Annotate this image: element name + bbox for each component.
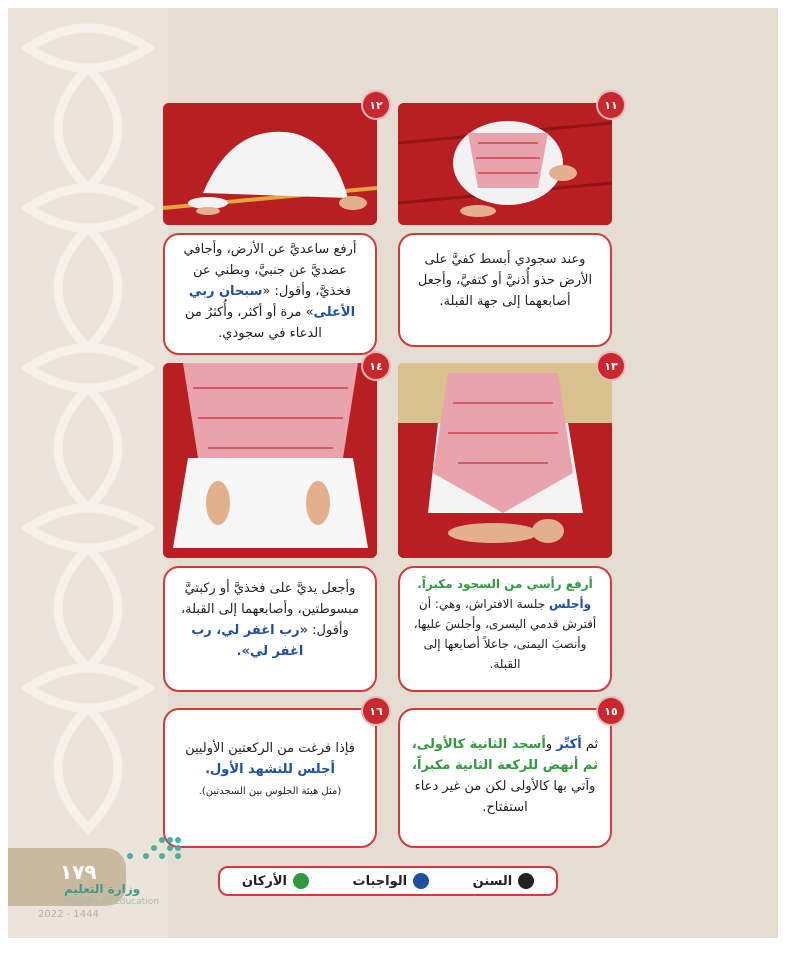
- step-number-14: ١٤: [363, 353, 389, 379]
- legend-sunan-label: السنن: [472, 873, 513, 889]
- legend-wajibat: [353, 873, 430, 889]
- step-11-card: [398, 233, 612, 347]
- step-number-16: ١٦: [363, 698, 389, 724]
- photo-sujood-front: [398, 103, 612, 225]
- step-12-text-a: أرفع ساعديَّ عن الأرض، وأجافي عضديَّ عن جنبيَّ، وبطني عن فخذيَّ، وأقول: «: [183, 242, 357, 299]
- photo-julus-back: [398, 363, 612, 558]
- blue-dot-icon: [413, 873, 429, 889]
- step-number-13: ١٣: [598, 353, 624, 379]
- step-12-card: [163, 233, 377, 355]
- ministry-logo-dots: [108, 834, 188, 862]
- step-16-tashahhud: أجلس للتشهد الأول.: [205, 762, 335, 777]
- black-dot-icon: [518, 873, 534, 889]
- step-16-note: (مثل هيئة الجلوس بين السجدتين).: [198, 786, 342, 797]
- step-15-text-a: ثم: [581, 737, 599, 752]
- step-12-tasbih: سبحان ربي الأعلى: [188, 284, 356, 320]
- legend-sunan: [473, 873, 535, 889]
- step-13-blue: وأجلس: [549, 597, 592, 611]
- page: [8, 8, 778, 938]
- arabesque-ornament: [8, 8, 168, 938]
- page-number: ١٧٩: [60, 860, 97, 884]
- step-12-text-b: » مرة أو أكثر، وأُكثرُ من الدعاء في سجودي.: [184, 305, 322, 341]
- legend-wajibat-label: الواجبات: [352, 873, 408, 889]
- step-number-12: ١٢: [363, 92, 389, 118]
- step-14-dua: «رب اغفر لي، رب اغفر لي».: [191, 623, 309, 659]
- edition-year: 2022 - 1444: [38, 909, 99, 920]
- ministry-name-en: Ministry of Education: [64, 897, 159, 907]
- photo-sujood-side: [163, 103, 377, 225]
- step-15-green: أسجد الثانية كالأولى، ثم أنهض للركعة الثانية مكبراً،: [411, 737, 598, 773]
- ministry-name: وزارة التعليم: [64, 882, 141, 896]
- step-11-text: وعند سجودي أبسط كفيَّ على الأرض حذو أُذنيَّ أو كتفيَّ، وأجعل أصابعهما إلى جهة القبلة.: [417, 252, 593, 309]
- step-15-text-b: و: [545, 737, 557, 752]
- step-15-takbir: أكبِّر: [556, 737, 582, 752]
- step-number-11: ١١: [598, 92, 624, 118]
- step-13-green: أرفع رأسي من السجود مكبراً.: [417, 577, 593, 591]
- step-15-text-c: وآتي بها كالأولى لكن من غير دعاء استفتاح.: [414, 779, 596, 815]
- step-14-text: وأجعل يديَّ على فخذيَّ أو ركبتيَّ مبسوطتين، وأصابعهما إلى القبلة، وأقول:: [180, 581, 360, 638]
- step-15-card: [398, 708, 612, 848]
- step-14-card: [163, 566, 377, 692]
- green-dot-icon: [293, 873, 309, 889]
- photo-julus-front: [163, 363, 377, 558]
- step-13-text: جلسة الافتراش، وهي: أن أفترش قدمي اليسرى، وأجلسَ عليها، وأنصبَ اليمنى، جاعلاً أصابعها إلى القبلة.: [413, 597, 597, 671]
- step-16-card: [163, 708, 377, 848]
- step-number-15: ١٥: [598, 698, 624, 724]
- legend-arkan-label: الأركان: [241, 873, 287, 889]
- legend-arkan: [242, 873, 309, 889]
- step-16-text: فإذا فرغت من الركعتين الأوليين: [185, 741, 355, 756]
- step-13-card: [398, 566, 612, 692]
- legend: [218, 866, 558, 896]
